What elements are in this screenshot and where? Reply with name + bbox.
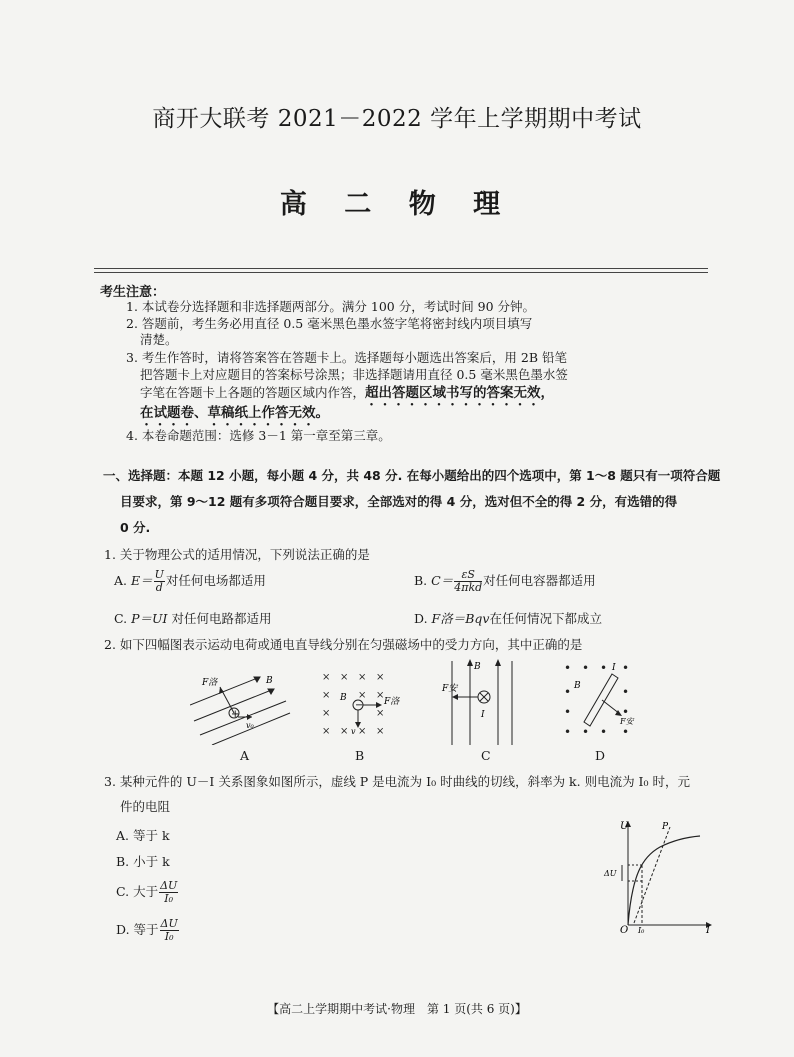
section-instructions-line1: 一、选择题：本题 12 小题，每小题 4 分，共 48 分. 在每小题给出的四个选项中，第 1～8 题只有一项符合题 bbox=[103, 468, 721, 483]
question-3-option-d bbox=[116, 918, 180, 943]
cross-mark: × bbox=[376, 726, 385, 737]
option-b-denominator: 4πkd bbox=[454, 581, 483, 594]
cross-mark: × bbox=[358, 672, 367, 683]
option-c-numerator: ΔU bbox=[160, 879, 178, 892]
figure-a-label: A bbox=[240, 748, 250, 763]
dot-mark: • bbox=[564, 661, 572, 675]
option-c-denominator: I₀ bbox=[164, 892, 174, 905]
cross-mark: × bbox=[376, 672, 385, 683]
dot-mark: • bbox=[622, 725, 630, 739]
option-b-numerator: εS bbox=[461, 568, 475, 581]
figure-d-current-label: I bbox=[612, 663, 616, 673]
option-d-denominator: I₀ bbox=[164, 930, 174, 943]
dot-mark: • bbox=[564, 725, 572, 739]
notice-item-3-text: 字笔在答题卡上各题的答题区域内作答， bbox=[140, 385, 366, 400]
figure-b-field-label: B bbox=[340, 693, 347, 703]
figure-b-label: B bbox=[355, 748, 365, 763]
figure-b-diagram bbox=[318, 670, 408, 740]
question-1-option-c bbox=[114, 609, 271, 627]
notice-heading: 考生注意： bbox=[100, 285, 166, 300]
notice-emphasis-1: 超出答题区域书写的答案无效， bbox=[365, 385, 555, 401]
option-b-lhs: C＝ bbox=[431, 573, 454, 588]
figure-d-diagram bbox=[560, 660, 640, 740]
option-a-text: 对任何电场都适用 bbox=[165, 573, 266, 588]
dot-mark: • bbox=[582, 725, 590, 739]
cross-mark: × bbox=[358, 726, 367, 737]
figure-b-force-label: F洛 bbox=[384, 697, 400, 707]
question-3-stem-line2: 件的电阻 bbox=[120, 799, 171, 814]
option-c-label: C. bbox=[114, 611, 132, 626]
option-a-denominator: d bbox=[155, 581, 163, 594]
dot-mark: • bbox=[600, 725, 608, 739]
cross-mark: × bbox=[322, 690, 331, 701]
option-b-text: 对任何电容器都适用 bbox=[483, 573, 596, 588]
graph-i0-label: I₀ bbox=[638, 926, 645, 935]
question-1-stem: 1. 关于物理公式的适用情况，下列说法正确的是 bbox=[104, 547, 370, 562]
option-c-text: 对任何电路都适用 bbox=[167, 611, 272, 626]
cross-mark: × bbox=[322, 672, 331, 683]
notice-emphasis-2: 在试题卷、草稿纸上作答无效。 bbox=[140, 405, 329, 421]
cross-mark: × bbox=[376, 690, 385, 701]
figure-a-diagram bbox=[190, 665, 300, 745]
notice-item-1: 1. 本试卷分选择题和非选择题两部分。满分 100 分，考试时间 90 分钟。 bbox=[126, 299, 536, 314]
dot-mark: • bbox=[622, 685, 630, 699]
option-c-formula: P＝UI bbox=[131, 611, 168, 626]
section-instructions-line3: 0 分. bbox=[120, 520, 151, 535]
option-d-label: D. bbox=[414, 611, 432, 626]
option-a-numerator: U bbox=[154, 568, 164, 581]
cross-mark: × bbox=[322, 726, 331, 737]
question-3-option-c bbox=[116, 880, 179, 905]
figure-a-velocity-label: v₀ bbox=[246, 721, 254, 730]
figure-c-label: C bbox=[481, 748, 491, 763]
question-3-option-b: B. 小于 k bbox=[116, 854, 170, 869]
divider-top bbox=[94, 268, 708, 269]
graph-origin-label: O bbox=[620, 925, 629, 935]
figure-a-field-label: B bbox=[266, 676, 273, 686]
question-3-option-a: A. 等于 k bbox=[116, 828, 170, 843]
graph-u-label: U bbox=[620, 821, 629, 832]
cross-mark: × bbox=[376, 708, 385, 719]
option-d-fraction bbox=[160, 918, 179, 943]
option-b-fraction bbox=[454, 569, 482, 594]
notice-item-4: 4. 本卷命题范围：选修 3－1 第一章至第三章。 bbox=[126, 428, 391, 443]
figure-b-velocity-label: v bbox=[351, 727, 356, 736]
graph-i-label: I bbox=[706, 925, 710, 935]
notice-item-2-cont: 清楚。 bbox=[140, 332, 178, 347]
page-footer: 【高二上学期期中考试·物理 第 1 页(共 6 页)】 bbox=[267, 1002, 527, 1016]
question-3-stem-line1: 3. 某种元件的 U－I 关系图象如图所示，虚线 P 是电流为 I₀ 时曲线的切线，斜率为 k. 则电流为 I₀ 时，元 bbox=[104, 774, 690, 789]
divider-bottom bbox=[94, 272, 708, 273]
option-d-numerator: ΔU bbox=[160, 917, 178, 930]
option-d-text: 在任何情况下都成立 bbox=[489, 611, 602, 626]
question-1-option-a bbox=[114, 569, 266, 594]
graph-delta-u-label: ΔU bbox=[604, 869, 617, 878]
notice-item-3-cont3 bbox=[140, 404, 610, 429]
option-c-label: C. 大于 bbox=[116, 884, 159, 899]
figure-d-label: D bbox=[595, 748, 606, 763]
figure-c-diagram bbox=[440, 657, 520, 745]
figure-c-force-label: F安 bbox=[442, 684, 458, 694]
figure-d-field-label: B bbox=[574, 681, 581, 691]
option-a-lhs: E＝ bbox=[130, 573, 153, 588]
dot-mark: • bbox=[564, 705, 572, 719]
option-a-label: A. bbox=[114, 573, 131, 588]
question-2-stem: 2. 如下四幅图表示运动电荷或通电直导线分别在匀强磁场中的受力方向，其中正确的是 bbox=[104, 637, 583, 652]
option-a-fraction bbox=[154, 569, 165, 594]
dot-mark: • bbox=[564, 685, 572, 699]
dot-mark: • bbox=[600, 661, 608, 675]
option-c-fraction bbox=[159, 880, 178, 905]
figure-c-current-label: I bbox=[481, 710, 485, 720]
dot-mark: • bbox=[622, 705, 630, 719]
subject-title: 高 二 物 理 bbox=[279, 189, 515, 220]
dot-mark: • bbox=[622, 661, 630, 675]
option-b-label: B. bbox=[414, 573, 432, 588]
question-1-option-d bbox=[414, 609, 602, 627]
notice-item-3: 3. 考生作答时，请将答案答在答题卡上。选择题每小题选出答案后，用 2B 铅笔 bbox=[126, 350, 567, 365]
cross-mark: × bbox=[340, 726, 349, 737]
cross-mark: × bbox=[358, 690, 367, 701]
exam-title: 商开大联考 2021－2022 学年上学期期中考试 bbox=[152, 106, 642, 132]
notice-item-3-cont1: 把答题卡上对应题目的答案标号涂黑；非选择题请用直径 0.5 毫米黑色墨水签 bbox=[140, 367, 568, 382]
figure-b-charge: − bbox=[355, 700, 364, 711]
section-instructions-line2: 目要求，第 9～12 题有多项符合题目要求，全部选对的得 4 分，选对但不全的得 2 分，有选错的得 bbox=[120, 494, 678, 509]
figure-a-force-label: F洛 bbox=[202, 678, 218, 688]
figure-d-force-label: F安 bbox=[620, 717, 634, 726]
notice-item-2: 2. 答题前，考生务必用直径 0.5 毫米黑色墨水签字笔将密封线内项目填写 bbox=[126, 316, 533, 331]
question-1-option-b bbox=[414, 569, 596, 594]
cross-mark: × bbox=[322, 708, 331, 719]
option-d-label: D. 等于 bbox=[116, 922, 159, 937]
figure-a-charge: + bbox=[231, 709, 240, 720]
graph-tangent-label: P bbox=[662, 822, 669, 832]
dot-mark: • bbox=[582, 661, 590, 675]
cross-mark: × bbox=[340, 672, 349, 683]
ui-graph bbox=[600, 815, 720, 935]
option-d-formula: F洛＝Bqv bbox=[431, 611, 490, 626]
figure-c-field-label: B bbox=[474, 662, 481, 672]
